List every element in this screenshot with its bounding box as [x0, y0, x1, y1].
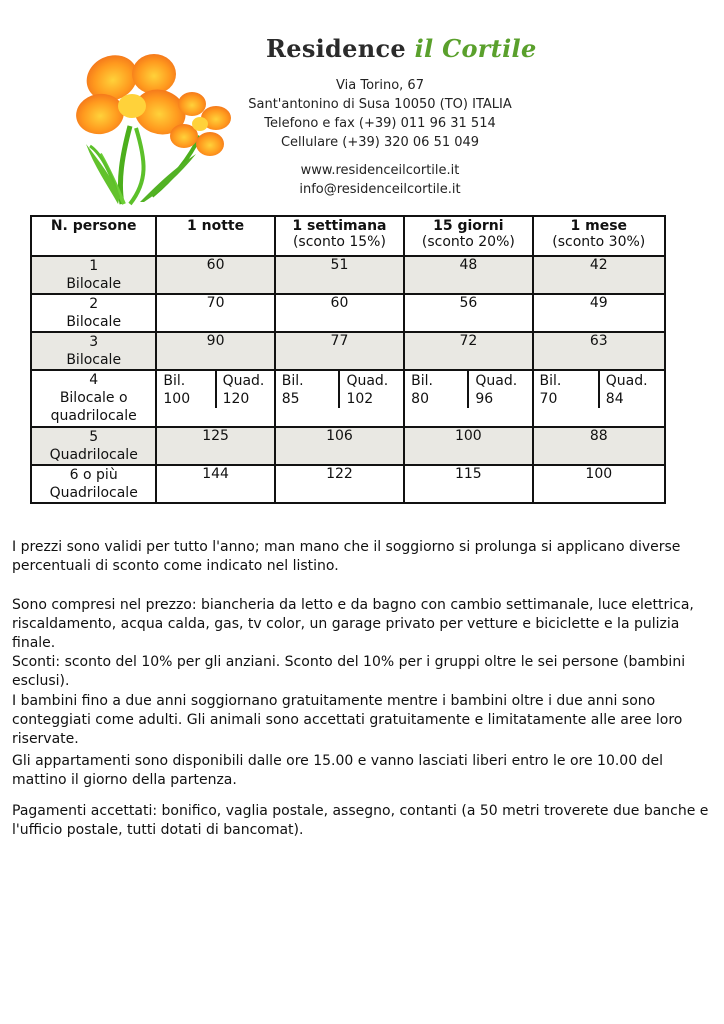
price-cell: 144 [156, 465, 274, 503]
price-cell: 60 [156, 256, 274, 294]
bilocale-price [534, 371, 598, 408]
apartment-type: Quadrilocale [49, 447, 138, 463]
table-row [31, 256, 665, 294]
quadrilocale-price [338, 371, 403, 408]
header-discount: (sconto 20%) [421, 234, 515, 250]
bil-value: 100 [163, 391, 191, 407]
price-cell: 49 [533, 294, 665, 332]
price-cell: 70 [156, 294, 274, 332]
split-price-cell [156, 370, 274, 427]
header-title: 15 giorni [433, 218, 504, 234]
brand-name-main: Residence [266, 34, 406, 63]
persons-cell [31, 294, 156, 332]
quad-value: 102 [346, 391, 374, 407]
apartment-type: Bilocale [66, 314, 122, 330]
persons-cell [31, 332, 156, 370]
persons-count: 5 [89, 429, 99, 445]
paragraph-checkin-checkout: Gli appartamenti sono disponibili dalle ore 15.00 e vanno lasciati liberi entro le ore 10.00 del mattino il giorno della partenza. [12, 753, 663, 788]
split-price-cell [533, 370, 665, 427]
bilocale-price [276, 371, 339, 408]
price-cell: 100 [533, 465, 665, 503]
price-table [30, 215, 666, 504]
quad-label: Quad. [475, 373, 518, 389]
persons-cell [31, 256, 156, 294]
table-row [31, 465, 665, 503]
header-1-settimana [275, 216, 404, 256]
price-cell: 63 [533, 332, 665, 370]
brand-title [266, 34, 537, 63]
price-cell: 90 [156, 332, 274, 370]
table-row [31, 294, 665, 332]
paragraph-payments: Pagamenti accettati: bonifico, vaglia postale, assegno, contanti (a 50 metri troverete due banche e l'ufficio postale, tutti dotati di bancomat). [12, 803, 709, 838]
price-cell: 106 [275, 427, 404, 465]
header-1-mese [533, 216, 665, 256]
price-cell: 100 [404, 427, 532, 465]
split-price-cell [404, 370, 532, 427]
phone-fax: Telefono e fax (+39) 011 96 31 514 [264, 116, 496, 131]
header-title: 1 notte [187, 218, 245, 234]
header-discount: (sconto 30%) [552, 234, 646, 250]
apartment-type: Quadrilocale [49, 485, 138, 501]
address-block [240, 76, 520, 152]
table-row [31, 370, 665, 427]
table-row [31, 427, 665, 465]
bil-label: Bil. [539, 373, 562, 389]
persons-cell [31, 465, 156, 503]
bil-value: 70 [539, 391, 558, 407]
bil-value: 85 [281, 391, 300, 407]
quadrilocale-price [467, 371, 531, 408]
quad-value: 84 [605, 391, 624, 407]
header-discount: (sconto 15%) [292, 234, 386, 250]
price-cell: 42 [533, 256, 665, 294]
bilocale-price [405, 371, 467, 408]
price-cell: 77 [275, 332, 404, 370]
price-cell: 60 [275, 294, 404, 332]
bil-label: Bil. [163, 373, 186, 389]
email-link[interactable]: info@residenceilcortile.it [299, 182, 461, 197]
flower-logo [60, 36, 240, 208]
price-cell: 88 [533, 427, 665, 465]
apartment-type: Bilocale [66, 276, 122, 292]
address-street: Via Torino, 67 [336, 78, 424, 93]
price-cell: 56 [404, 294, 532, 332]
bilocale-price [157, 371, 214, 408]
bil-value: 80 [411, 391, 429, 407]
table-header-row [31, 216, 665, 256]
price-cell: 72 [404, 332, 532, 370]
header-title: 1 mese [570, 218, 628, 234]
price-cell: 51 [275, 256, 404, 294]
header-persons: N. persone [31, 216, 156, 256]
paragraph-included: Sono compresi nel prezzo: biancheria da letto e da bagno con cambio settimanale, luce elettrica, riscaldamento, acqua calda, gas, tv color, un garage privato per vetture e biciclette e la pulizia finale. [12, 597, 694, 651]
bil-label: Bil. [411, 373, 433, 389]
header-15-giorni [404, 216, 532, 256]
persons-count: 4 [89, 372, 99, 388]
web-block [240, 161, 520, 199]
price-cell: 48 [404, 256, 532, 294]
table-row [31, 332, 665, 370]
bil-label: Bil. [281, 373, 304, 389]
quadrilocale-price [598, 371, 664, 408]
persons-count: 2 [89, 296, 99, 312]
apartment-type: Bilocale [66, 352, 122, 368]
price-cell: 115 [404, 465, 532, 503]
persons-count: 6 o più [69, 467, 118, 483]
quad-label: Quad. [605, 373, 648, 389]
header-1-notte [156, 216, 274, 256]
brand-name-accent: il Cortile [414, 34, 537, 63]
quad-label: Quad. [346, 373, 389, 389]
paragraph-discounts: Sconti: sconto del 10% per gli anziani. Sconto del 10% per i gruppi oltre le sei persone (bambini esclusi). [12, 654, 686, 689]
price-cell: 122 [275, 465, 404, 503]
quad-value: 96 [475, 391, 494, 407]
apartment-type: Bilocale o quadrilocale [50, 390, 137, 424]
persons-count: 3 [89, 334, 99, 350]
paragraph-validity: I prezzi sono validi per tutto l'anno; man mano che il soggiorno si prolunga si applicano diverse percentuali di sconto come indicato nel listino. [12, 539, 681, 574]
price-cell: 125 [156, 427, 274, 465]
paragraph-children-animals: I bambini fino a due anni soggiornano gratuitamente mentre i bambini oltre i due anni sono conteggiati come adulti. Gli animali sono accettati gratuitamente e limitatamente alle aree loro riservate. [12, 693, 683, 747]
persons-count: 1 [89, 258, 99, 274]
address-city: Sant'antonino di Susa 10050 (TO) ITALIA [248, 97, 512, 112]
website-link[interactable]: www.residenceilcortile.it [300, 163, 460, 178]
header-title: 1 settimana [292, 218, 387, 234]
quadrilocale-price [215, 371, 274, 408]
split-price-cell [275, 370, 404, 427]
quad-value: 120 [222, 391, 250, 407]
quad-label: Quad. [222, 373, 265, 389]
persons-cell [31, 370, 156, 427]
persons-cell [31, 427, 156, 465]
mobile-phone: Cellulare (+39) 320 06 51 049 [280, 135, 480, 150]
